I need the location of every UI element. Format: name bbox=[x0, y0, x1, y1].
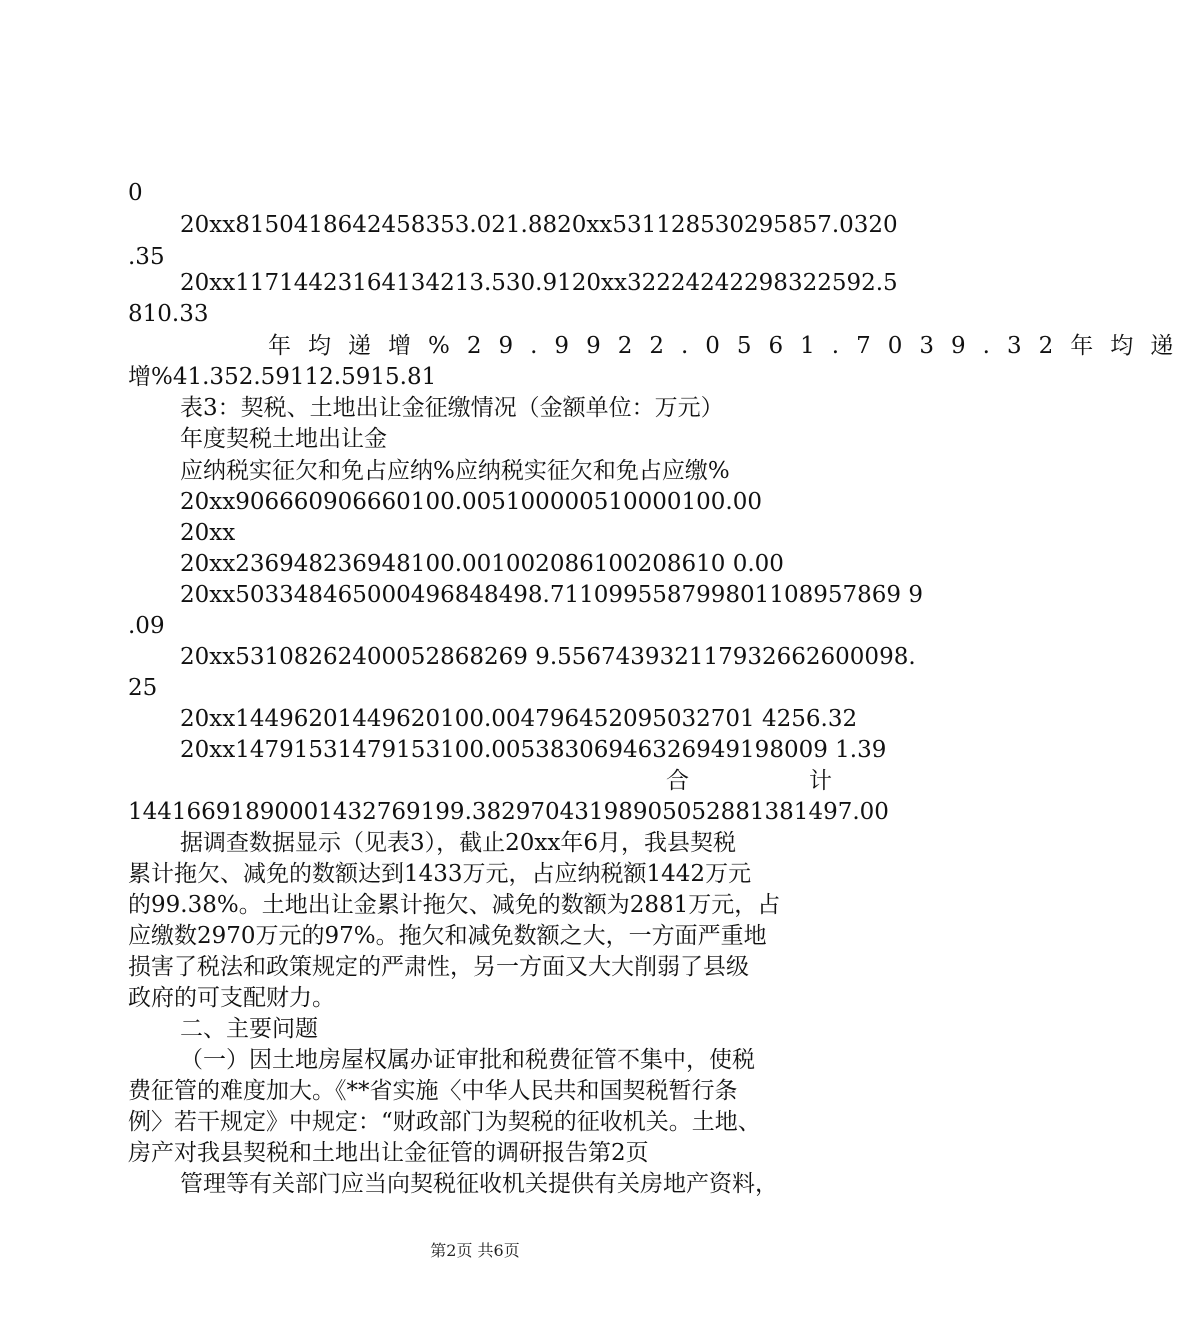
text-line: 810.33 bbox=[128, 301, 209, 327]
total-label bbox=[128, 766, 832, 796]
table-row: 增%41.352.59112.5915.81 bbox=[128, 364, 437, 390]
growth-label: 年均递增%29.9922.0561.7039.32 bbox=[268, 333, 1071, 359]
paragraph-line: 政府的可支配财力。 bbox=[128, 985, 335, 1011]
paragraph-line: 的99.38%。土地出让金累计拖欠、减免的数额为2881万元，占 bbox=[128, 892, 781, 918]
text-line: 0 bbox=[128, 180, 143, 206]
paragraph-line: 应缴数2970万元的97%。拖欠和减免数额之大，一方面严重地 bbox=[128, 923, 767, 949]
table-row: 20xx236948236948100.001002086100208610 0.00 bbox=[180, 551, 784, 577]
paragraph-line: 例〉若干规定》中规定：“财政部门为契税的征收机关。土地、 bbox=[128, 1109, 761, 1135]
paragraph-line: 损害了税法和政策规定的严肃性，另一方面又大大削弱了县级 bbox=[128, 954, 749, 980]
paragraph-line: 据调查数据显示（见表3），截止20xx年6月，我县契税 bbox=[180, 830, 736, 856]
table-row: 20xx503348465000496848498.711099558799801108957869 9 bbox=[180, 582, 923, 608]
table-row bbox=[268, 331, 1190, 361]
text-line: .35 bbox=[128, 244, 165, 270]
table-caption: 表3：契税、土地出让金征缴情况（金额单位：万元） bbox=[180, 395, 724, 421]
total-label-part1: 合 bbox=[666, 768, 689, 794]
table-header: 应纳税实征欠和免占应纳%应纳税实征欠和免占应缴% bbox=[180, 458, 730, 484]
table-row: 20xx53108262400052868269 9.556743932117932662600098. bbox=[180, 644, 916, 670]
text-line: .09 bbox=[128, 613, 165, 639]
paragraph-line: 费征管的难度加大。《**省实施〈中华人民共和国契税暂行条 bbox=[128, 1078, 738, 1104]
total-label-part2: 计 bbox=[809, 768, 832, 794]
text-line: 25 bbox=[128, 675, 158, 701]
table-row: 20xx bbox=[180, 520, 236, 546]
table-row: 20xx11714423164134213.530.9120xx32224242298322592.5 bbox=[180, 270, 898, 296]
table-row: 20xx8150418642458353.021.8820xx531128530295857.0320 bbox=[180, 212, 898, 238]
table-row: 20xx14496201449620100.004796452095032701 4256.32 bbox=[180, 706, 858, 732]
table-row: 20xx14791531479153100.00538306946326949198009 1.39 bbox=[180, 737, 887, 763]
table-header: 年度契税土地出让金 bbox=[180, 426, 387, 452]
paragraph-line: 管理等有关部门应当向契税征收机关提供有关房地产资料， bbox=[180, 1171, 778, 1197]
paragraph-line: （一）因土地房屋权属办证审批和税费征管不集中，使税 bbox=[180, 1047, 755, 1073]
paragraph-line: 房产对我县契税和土地出让金征管的调研报告第2页 bbox=[128, 1140, 649, 1166]
table-total-row: 14416691890001432769199.38297043198905052881381497.00 bbox=[128, 799, 889, 825]
page-footer: 第2页 共6页 bbox=[430, 1241, 520, 1260]
table-row: 20xx906660906660100.005100000510000100.00 bbox=[180, 489, 762, 515]
section-heading: 二、主要问题 bbox=[180, 1016, 318, 1042]
growth-label-continued: 年均递 bbox=[1070, 333, 1190, 359]
paragraph-line: 累计拖欠、减免的数额达到1433万元，占应纳税额1442万元 bbox=[128, 861, 752, 887]
